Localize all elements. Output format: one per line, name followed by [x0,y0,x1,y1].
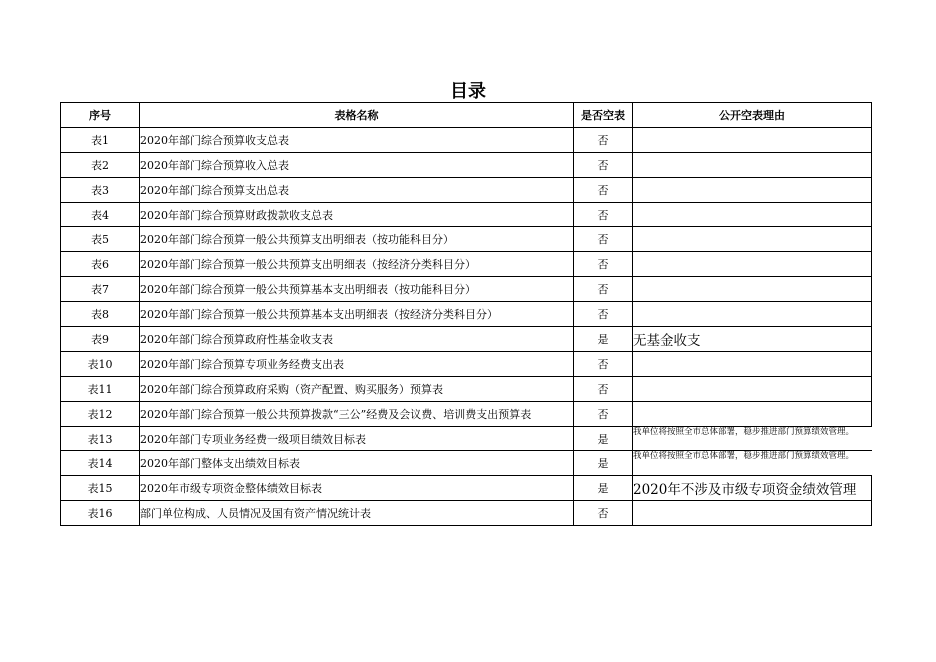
row-no: 表11 [61,376,140,401]
table-row [61,152,872,177]
row-no: 表8 [61,302,140,327]
row-name: 2020年部门综合预算一般公共预算拨款“三公”经费及会议费、培训费支出预算表 [140,401,574,426]
row-name: 部门单位构成、人员情况及国有资产情况统计表 [140,501,574,526]
table-row [61,501,872,526]
table-row [61,277,872,302]
catalog-table [60,102,872,526]
row-reason [633,302,872,327]
row-name: 2020年市级专项资金整体绩效目标表 [140,476,574,501]
row-no: 表14 [61,451,140,476]
table-row [61,451,872,476]
row-name: 2020年部门整体支出绩效目标表 [140,451,574,476]
row-reason [633,177,872,202]
row-empty: 是 [574,426,633,451]
row-name: 2020年部门综合预算收入总表 [140,152,574,177]
page-title: 目录 [450,81,486,102]
row-empty: 否 [574,351,633,376]
row-empty: 否 [574,227,633,252]
table-row [61,202,872,227]
row-empty: 否 [574,152,633,177]
row-no: 表7 [61,277,140,302]
row-reason: 2020年不涉及市级专项资金绩效管理 [633,476,872,501]
header-reason: 公开空表理由 [633,103,872,128]
table-row [61,302,872,327]
row-empty: 是 [574,327,633,352]
row-no: 表3 [61,177,140,202]
header-row [61,103,872,128]
row-name: 2020年部门综合预算专项业务经费支出表 [140,351,574,376]
row-reason [633,401,872,426]
row-reason [633,351,872,376]
row-name: 2020年部门综合预算一般公共预算基本支出明细表（按功能科目分） [140,277,574,302]
table-row [61,376,872,401]
row-reason [633,202,872,227]
row-no: 表5 [61,227,140,252]
row-no: 表2 [61,152,140,177]
row-empty: 是 [574,451,633,476]
row-reason [633,152,872,177]
row-reason [633,451,872,476]
row-empty: 否 [574,277,633,302]
row-reason: 无基金收支 [633,327,872,352]
row-empty: 否 [574,302,633,327]
row-no: 表9 [61,327,140,352]
row-name: 2020年部门综合预算一般公共预算支出明细表（按经济分类科目分） [140,252,574,277]
row-no: 表12 [61,401,140,426]
row-name: 2020年部门综合预算一般公共预算基本支出明细表（按经济分类科目分） [140,302,574,327]
table-row [61,401,872,426]
header-name: 表格名称 [140,103,574,128]
row-name: 2020年部门综合预算财政拨款收支总表 [140,202,574,227]
row-no: 表13 [61,426,140,451]
header-empty: 是否空表 [574,103,633,128]
row-reason-text: 我单位将按照全市总体部署，稳步推进部门预算绩效管理。 [633,451,855,462]
row-name: 2020年部门综合预算政府性基金收支表 [140,327,574,352]
table-row [61,177,872,202]
row-no: 表15 [61,476,140,501]
table-row [61,227,872,252]
row-empty: 否 [574,127,633,152]
table-row [61,127,872,152]
row-reason [633,376,872,401]
row-reason [633,277,872,302]
row-reason [633,501,872,526]
row-empty: 是 [574,476,633,501]
row-name: 2020年部门综合预算支出总表 [140,177,574,202]
row-name: 2020年部门综合预算政府采购（资产配置、购买服务）预算表 [140,376,574,401]
table-row [61,426,872,451]
row-name: 2020年部门综合预算收支总表 [140,127,574,152]
table-row [61,252,872,277]
row-reason [633,252,872,277]
table-row [61,351,872,376]
row-reason-text: 我单位将按照全市总体部署，稳步推进部门预算绩效管理。 [633,426,855,437]
row-no: 表10 [61,351,140,376]
row-reason [633,426,872,451]
table-row [61,476,872,501]
row-reason [633,227,872,252]
row-no: 表1 [61,127,140,152]
table-row [61,327,872,352]
row-no: 表16 [61,501,140,526]
row-empty: 否 [574,501,633,526]
row-no: 表6 [61,252,140,277]
row-no: 表4 [61,202,140,227]
row-empty: 否 [574,202,633,227]
row-reason [633,127,872,152]
row-name: 2020年部门专项业务经费一级项目绩效目标表 [140,426,574,451]
row-empty: 否 [574,401,633,426]
row-name: 2020年部门综合预算一般公共预算支出明细表（按功能科目分） [140,227,574,252]
row-empty: 否 [574,252,633,277]
row-empty: 否 [574,376,633,401]
row-empty: 否 [574,177,633,202]
header-no: 序号 [61,103,140,128]
